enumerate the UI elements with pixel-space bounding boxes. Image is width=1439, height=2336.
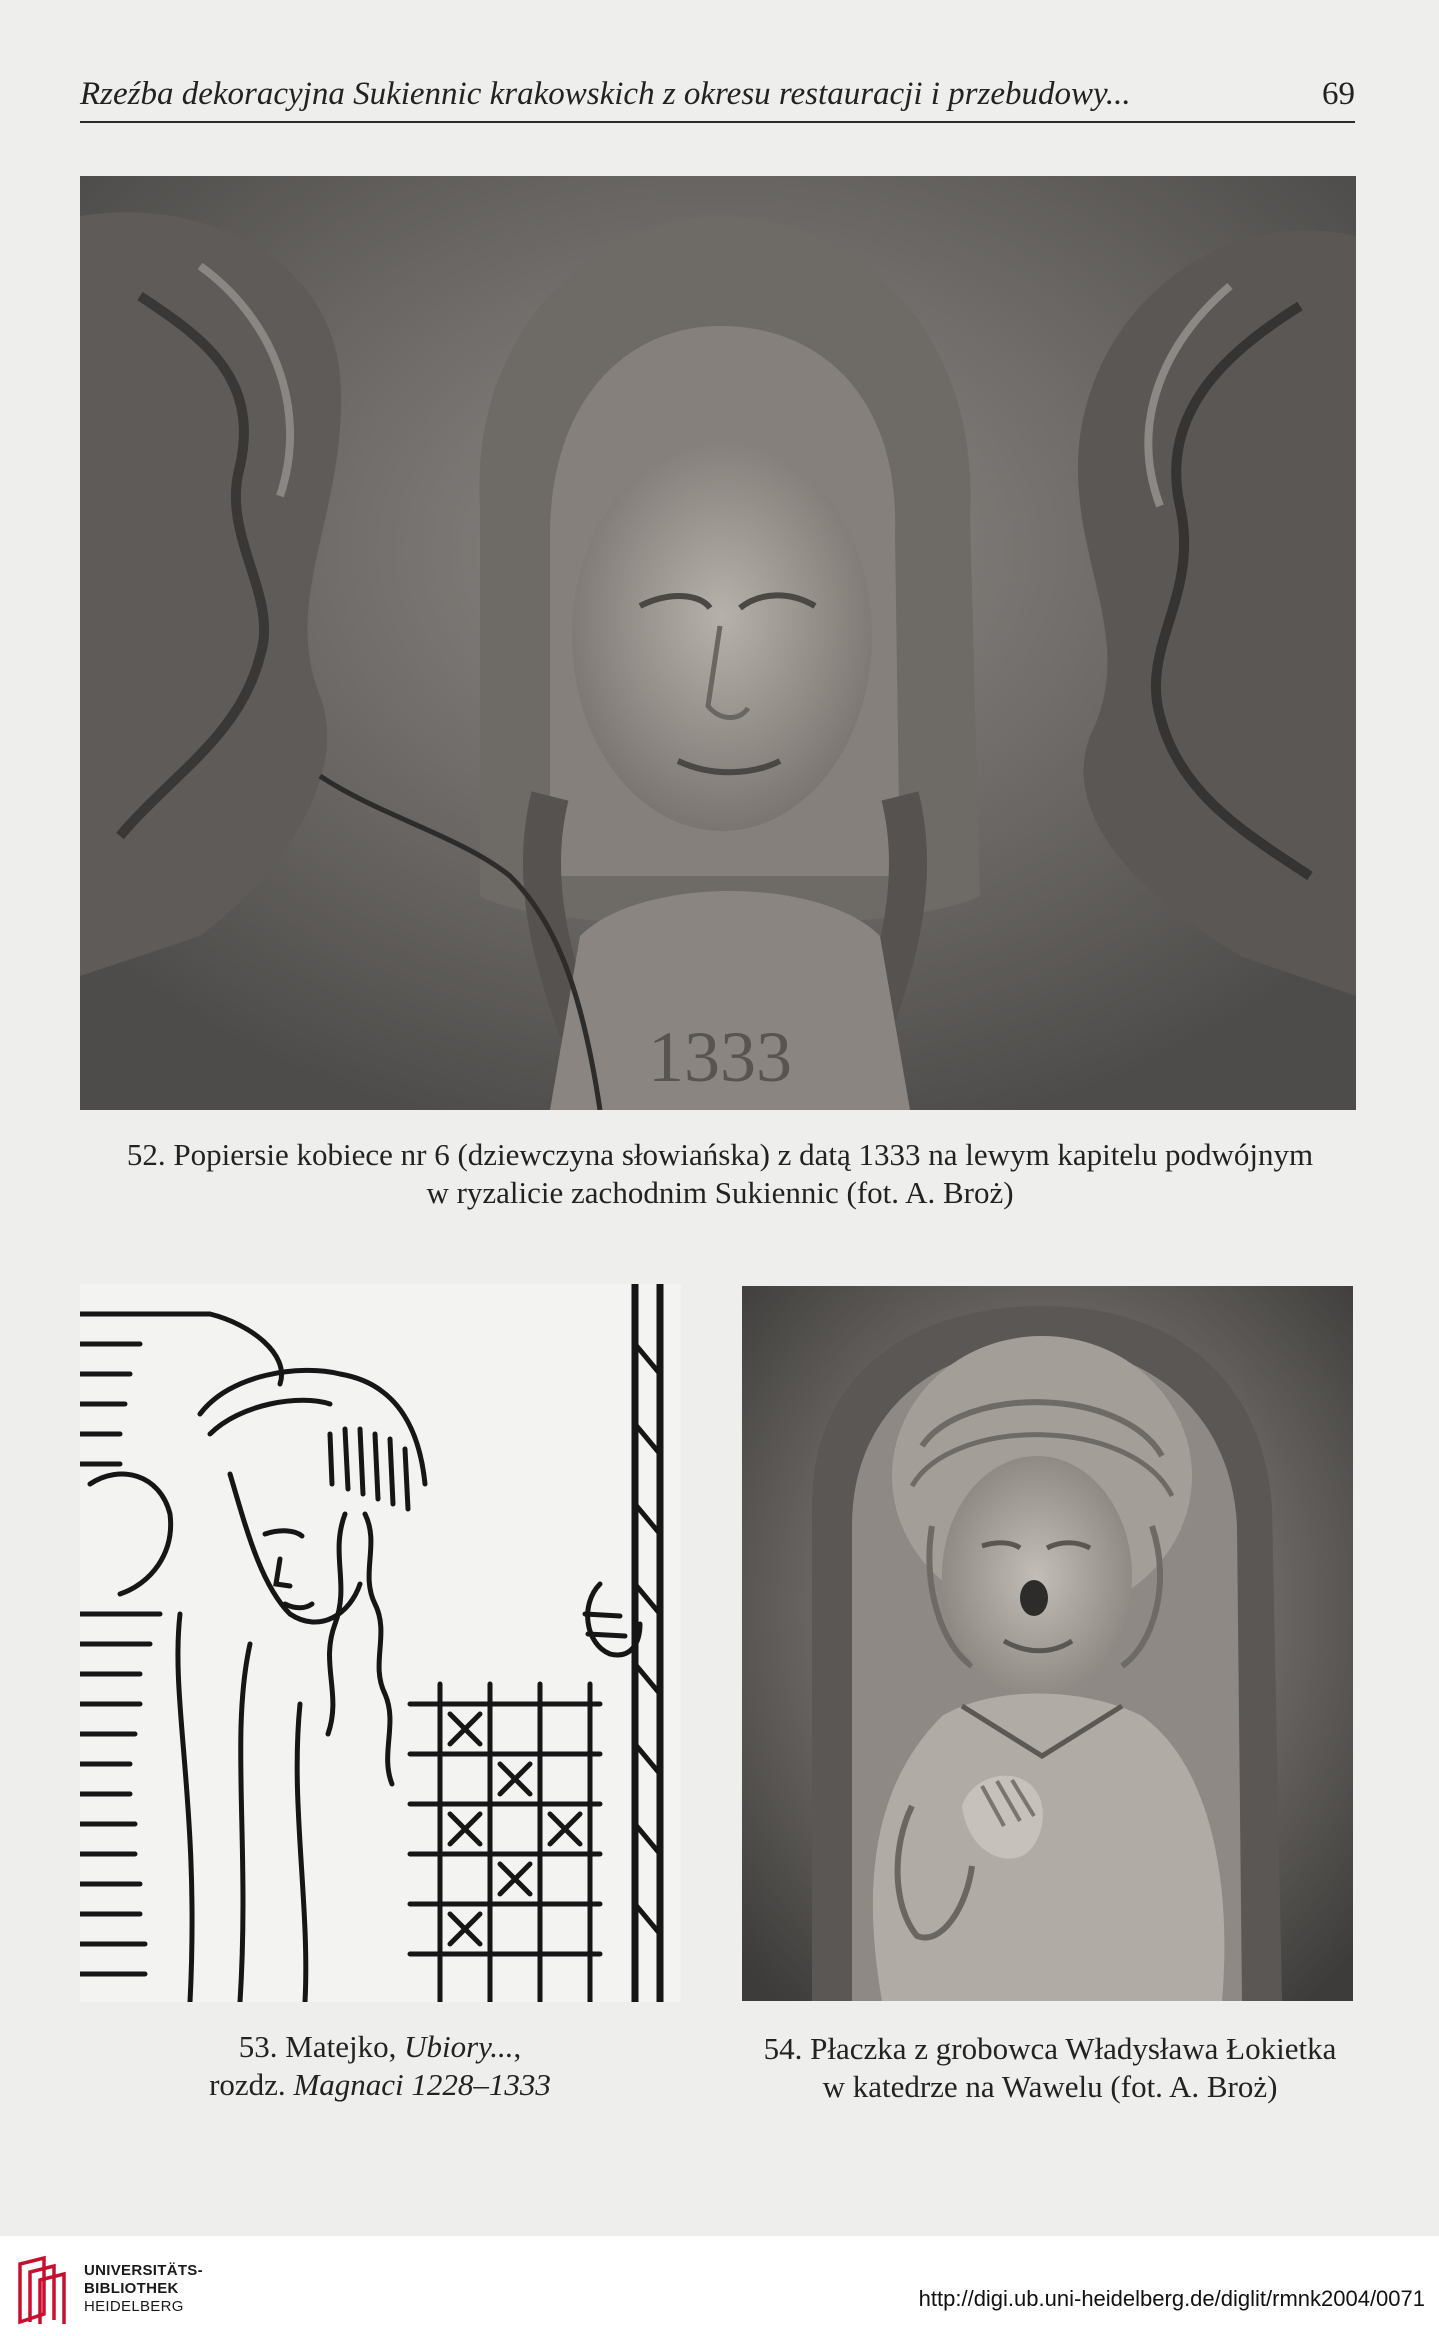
source-url-link[interactable]: http://digi.ub.uni-heidelberg.de/diglit/rmnk2004/0071 [918,2286,1425,2311]
library-logo-icon [14,2254,70,2326]
figure-54-caption-line2: w katedrze na Wawelu (fot. A. Broż) [822,2069,1278,2104]
figure-52-caption [60,1136,1380,1212]
digitization-footer [0,2236,1439,2336]
figure-53-caption-line1: 53. Matejko, Ubiory..., [238,2029,522,2064]
figure-54-photo [742,1286,1353,2001]
figure-52-photo [80,176,1356,1110]
figure-54-caption-line1: 54. Płaczka z grobowca Władysława Łokietka [763,2031,1337,2066]
library-name-line2: BIBLIOTHEK [84,2280,179,2297]
library-name-line1: UNIVERSITÄTS- [84,2262,203,2279]
carved-date: 1333 [648,1017,792,1097]
figure-52-image [80,176,1356,1110]
figure-52-caption-line2: w ryzalicie zachodnim Sukiennic (fot. A. Broż) [426,1175,1014,1210]
running-title: Rzeźba dekoracyjna Sukiennic krakowskich z okresu restauracji i przebudowy... [80,76,1131,112]
page-number: 69 [1322,76,1355,112]
figure-53-caption-line2: rozdz. Magnaci 1228–1333 [209,2067,551,2102]
figure-53-engraving [80,1284,681,2002]
figure-54-image [742,1286,1353,2001]
figure-54-caption [730,2030,1370,2106]
figure-52-caption-line1: 52. Popiersie kobiece nr 6 (dziewczyna słowiańska) z datą 1333 na lewym kapitelu podwójnym [126,1137,1314,1172]
figure-53-image [80,1284,681,2002]
library-name-line3: HEIDELBERG [84,2298,184,2315]
library-name [84,2262,203,2316]
running-header [80,76,1355,123]
figure-53-caption [140,2028,620,2104]
